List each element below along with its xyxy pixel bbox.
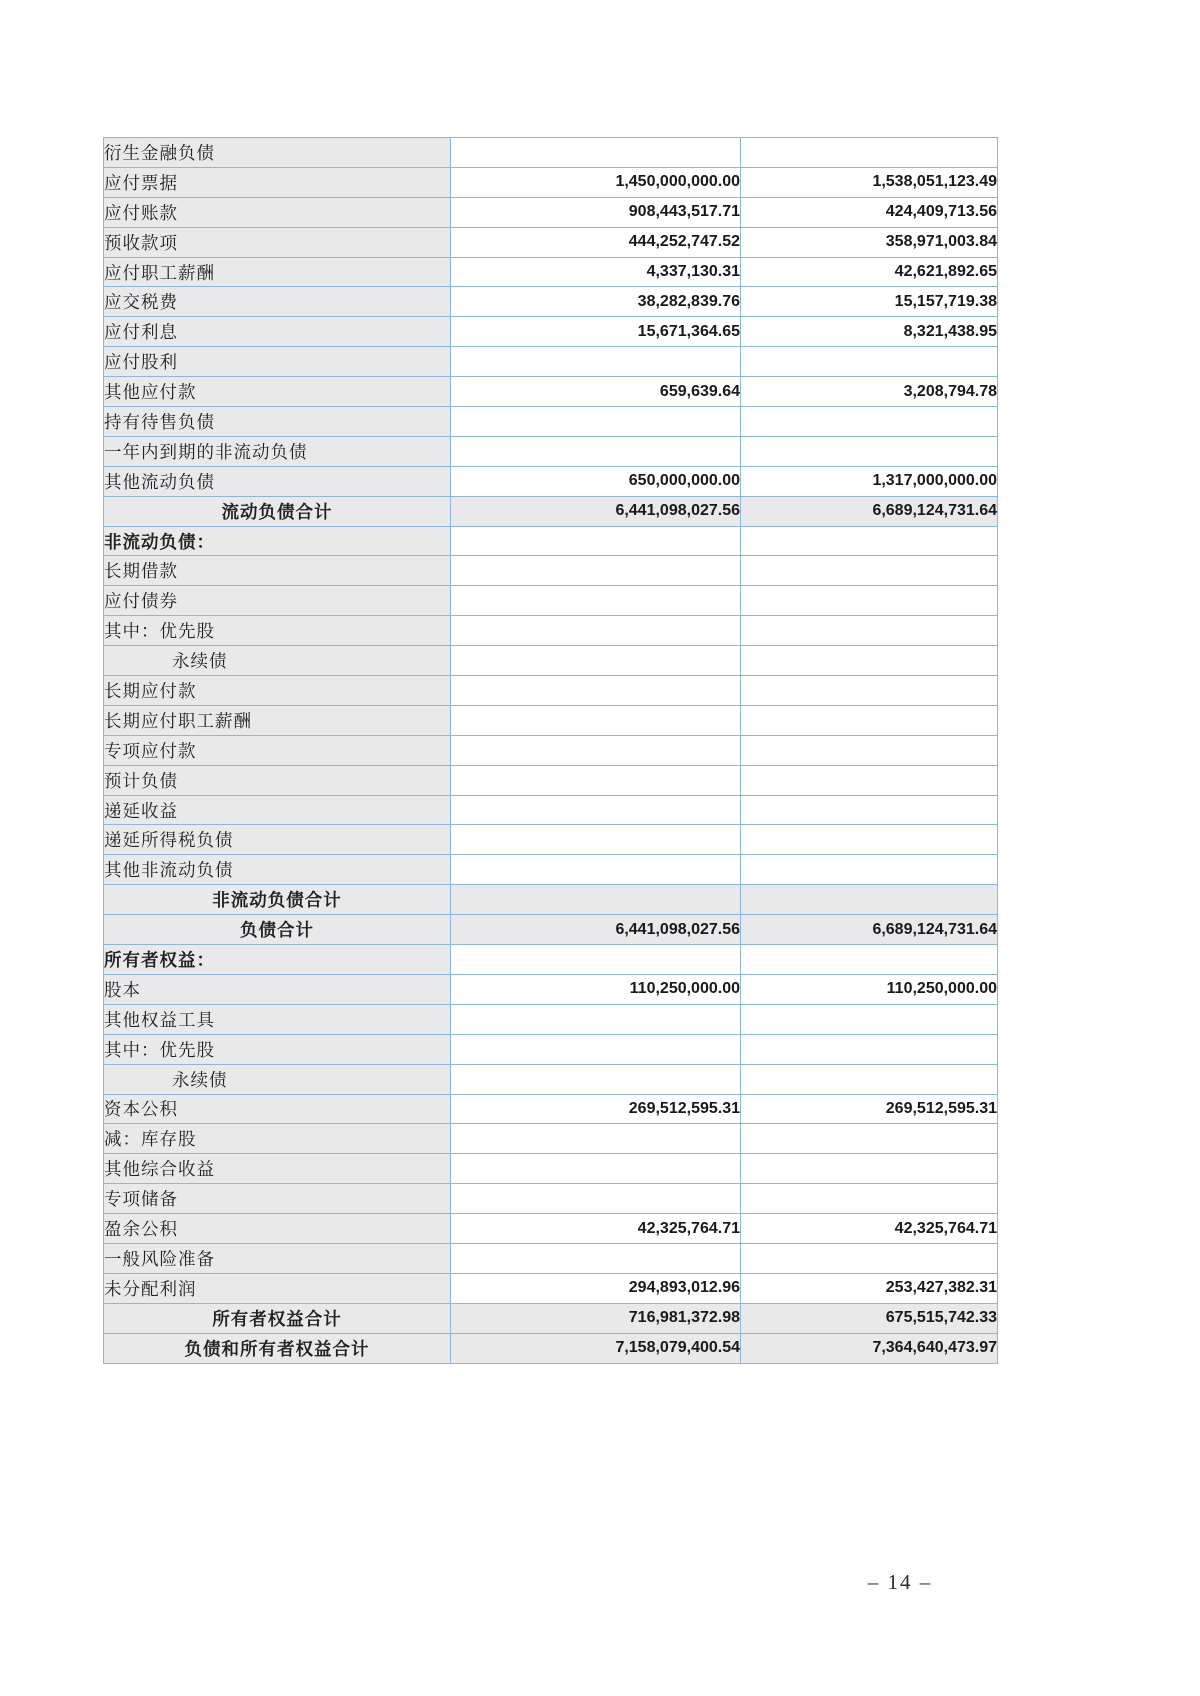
table-row	[104, 1124, 998, 1154]
table-row	[104, 1184, 998, 1214]
row-label: 专项应付款	[104, 735, 451, 765]
row-value-previous	[741, 945, 998, 975]
row-label: 股本	[104, 974, 451, 1004]
row-value-previous	[741, 825, 998, 855]
row-value-current	[451, 347, 741, 377]
row-value-current: 294,893,012.96	[451, 1273, 741, 1303]
row-value-previous	[741, 855, 998, 885]
table-row	[104, 526, 998, 556]
row-value-previous	[741, 885, 998, 915]
row-value-previous	[741, 586, 998, 616]
table-row	[104, 705, 998, 735]
row-value-current	[451, 436, 741, 466]
row-value-current	[451, 765, 741, 795]
row-value-current: 6,441,098,027.56	[451, 915, 741, 945]
row-label: 永续债	[104, 646, 451, 676]
table-row	[104, 556, 998, 586]
row-value-previous: 42,621,892.65	[741, 257, 998, 287]
row-value-previous	[741, 1124, 998, 1154]
row-label: 永续债	[104, 1064, 451, 1094]
row-label: 预收款项	[104, 227, 451, 257]
row-label: 应付职工薪酬	[104, 257, 451, 287]
row-value-current	[451, 526, 741, 556]
row-value-previous: 7,364,640,473.97	[741, 1333, 998, 1363]
row-label: 资本公积	[104, 1094, 451, 1124]
table-row	[104, 257, 998, 287]
row-value-current	[451, 795, 741, 825]
table-row	[104, 1333, 998, 1363]
row-label: 持有待售负债	[104, 407, 451, 437]
row-label: 负债和所有者权益合计	[104, 1333, 451, 1363]
row-label: 应付债券	[104, 586, 451, 616]
table-row	[104, 138, 998, 168]
row-value-previous	[741, 1004, 998, 1034]
row-value-previous: 3,208,794.78	[741, 377, 998, 407]
row-value-previous	[741, 765, 998, 795]
row-value-current: 7,158,079,400.54	[451, 1333, 741, 1363]
row-value-current: 110,250,000.00	[451, 974, 741, 1004]
table-row	[104, 1004, 998, 1034]
row-value-previous	[741, 138, 998, 168]
table-row	[104, 915, 998, 945]
row-value-previous	[741, 646, 998, 676]
table-row	[104, 197, 998, 227]
row-value-current	[451, 1243, 741, 1273]
row-value-current	[451, 407, 741, 437]
row-label: 一年内到期的非流动负债	[104, 436, 451, 466]
row-label: 应付票据	[104, 167, 451, 197]
row-label: 预计负债	[104, 765, 451, 795]
row-label: 长期应付职工薪酬	[104, 705, 451, 735]
row-label: 应付利息	[104, 317, 451, 347]
row-value-previous	[741, 436, 998, 466]
row-label: 衍生金融负债	[104, 138, 451, 168]
row-value-current	[451, 825, 741, 855]
row-value-current	[451, 616, 741, 646]
row-value-previous	[741, 705, 998, 735]
row-label: 盈余公积	[104, 1214, 451, 1244]
row-value-current	[451, 676, 741, 706]
table-row	[104, 825, 998, 855]
row-value-previous: 42,325,764.71	[741, 1214, 998, 1244]
table-row	[104, 436, 998, 466]
row-value-current: 38,282,839.76	[451, 287, 741, 317]
table-row	[104, 855, 998, 885]
table-row	[104, 676, 998, 706]
table-row	[104, 1034, 998, 1064]
row-label: 未分配利润	[104, 1273, 451, 1303]
row-value-current	[451, 1184, 741, 1214]
row-label: 一般风险准备	[104, 1243, 451, 1273]
row-label: 其他综合收益	[104, 1154, 451, 1184]
row-value-previous	[741, 795, 998, 825]
row-value-previous	[741, 1154, 998, 1184]
row-value-previous: 424,409,713.56	[741, 197, 998, 227]
row-value-current	[451, 138, 741, 168]
table-row	[104, 466, 998, 496]
table-row	[104, 586, 998, 616]
row-value-previous	[741, 556, 998, 586]
table-row	[104, 377, 998, 407]
row-value-current	[451, 885, 741, 915]
row-label: 递延收益	[104, 795, 451, 825]
row-value-current	[451, 1064, 741, 1094]
table-row	[104, 945, 998, 975]
row-value-previous	[741, 347, 998, 377]
table-row	[104, 1094, 998, 1124]
row-label: 专项储备	[104, 1184, 451, 1214]
table-row	[104, 1214, 998, 1244]
row-value-previous: 1,317,000,000.00	[741, 466, 998, 496]
row-value-previous: 15,157,719.38	[741, 287, 998, 317]
row-value-current: 4,337,130.31	[451, 257, 741, 287]
row-value-previous	[741, 735, 998, 765]
row-value-current: 908,443,517.71	[451, 197, 741, 227]
row-label: 非流动负债：	[104, 526, 451, 556]
row-value-current: 650,000,000.00	[451, 466, 741, 496]
table-row	[104, 227, 998, 257]
table-row	[104, 1303, 998, 1333]
row-value-current	[451, 646, 741, 676]
row-value-previous	[741, 676, 998, 706]
table-row	[104, 1243, 998, 1273]
row-value-current	[451, 945, 741, 975]
row-value-previous: 6,689,124,731.64	[741, 915, 998, 945]
table-row	[104, 167, 998, 197]
table-row	[104, 496, 998, 526]
row-value-current: 659,639.64	[451, 377, 741, 407]
row-value-previous	[741, 616, 998, 646]
row-value-current: 1,450,000,000.00	[451, 167, 741, 197]
page-number: – 14 –	[867, 1570, 933, 1594]
row-value-previous: 675,515,742.33	[741, 1303, 998, 1333]
row-value-current: 42,325,764.71	[451, 1214, 741, 1244]
row-label: 流动负债合计	[104, 496, 451, 526]
row-label: 非流动负债合计	[104, 885, 451, 915]
row-value-current: 444,252,747.52	[451, 227, 741, 257]
table-row	[104, 1273, 998, 1303]
row-value-current	[451, 735, 741, 765]
table-row	[104, 974, 998, 1004]
row-label: 所有者权益：	[104, 945, 451, 975]
table-row	[104, 1064, 998, 1094]
row-label: 应付账款	[104, 197, 451, 227]
row-value-current	[451, 1154, 741, 1184]
table-row	[104, 795, 998, 825]
row-value-current	[451, 556, 741, 586]
row-value-current: 269,512,595.31	[451, 1094, 741, 1124]
row-label: 减：库存股	[104, 1124, 451, 1154]
table-row	[104, 317, 998, 347]
row-value-previous: 269,512,595.31	[741, 1094, 998, 1124]
balance-sheet-body	[104, 138, 998, 1364]
row-label: 长期应付款	[104, 676, 451, 706]
row-label: 其他应付款	[104, 377, 451, 407]
row-label: 其中：优先股	[104, 616, 451, 646]
table-row	[104, 347, 998, 377]
row-label: 应付股利	[104, 347, 451, 377]
balance-sheet-table	[103, 137, 998, 1364]
row-value-previous: 358,971,003.84	[741, 227, 998, 257]
row-value-previous: 8,321,438.95	[741, 317, 998, 347]
table-row	[104, 885, 998, 915]
table-row	[104, 407, 998, 437]
row-value-previous	[741, 1034, 998, 1064]
table-row	[104, 646, 998, 676]
table-row	[104, 735, 998, 765]
row-value-previous	[741, 1243, 998, 1273]
row-value-current: 6,441,098,027.56	[451, 496, 741, 526]
row-value-current: 716,981,372.98	[451, 1303, 741, 1333]
row-label: 其他非流动负债	[104, 855, 451, 885]
row-value-previous: 6,689,124,731.64	[741, 496, 998, 526]
row-label: 应交税费	[104, 287, 451, 317]
row-label: 其中：优先股	[104, 1034, 451, 1064]
table-row	[104, 287, 998, 317]
row-value-current	[451, 1034, 741, 1064]
table-row	[104, 1154, 998, 1184]
row-label: 负债合计	[104, 915, 451, 945]
row-value-previous	[741, 407, 998, 437]
table-row	[104, 616, 998, 646]
row-value-previous: 1,538,051,123.49	[741, 167, 998, 197]
row-value-previous	[741, 526, 998, 556]
row-value-current	[451, 705, 741, 735]
table-row	[104, 765, 998, 795]
row-label: 长期借款	[104, 556, 451, 586]
row-label: 递延所得税负债	[104, 825, 451, 855]
row-value-previous	[741, 1184, 998, 1214]
row-value-current	[451, 1124, 741, 1154]
row-value-current: 15,671,364.65	[451, 317, 741, 347]
row-value-current	[451, 1004, 741, 1034]
row-value-previous: 110,250,000.00	[741, 974, 998, 1004]
row-value-previous	[741, 1064, 998, 1094]
row-label: 其他权益工具	[104, 1004, 451, 1034]
row-value-current	[451, 855, 741, 885]
row-label: 所有者权益合计	[104, 1303, 451, 1333]
row-value-previous: 253,427,382.31	[741, 1273, 998, 1303]
row-value-current	[451, 586, 741, 616]
row-label: 其他流动负债	[104, 466, 451, 496]
